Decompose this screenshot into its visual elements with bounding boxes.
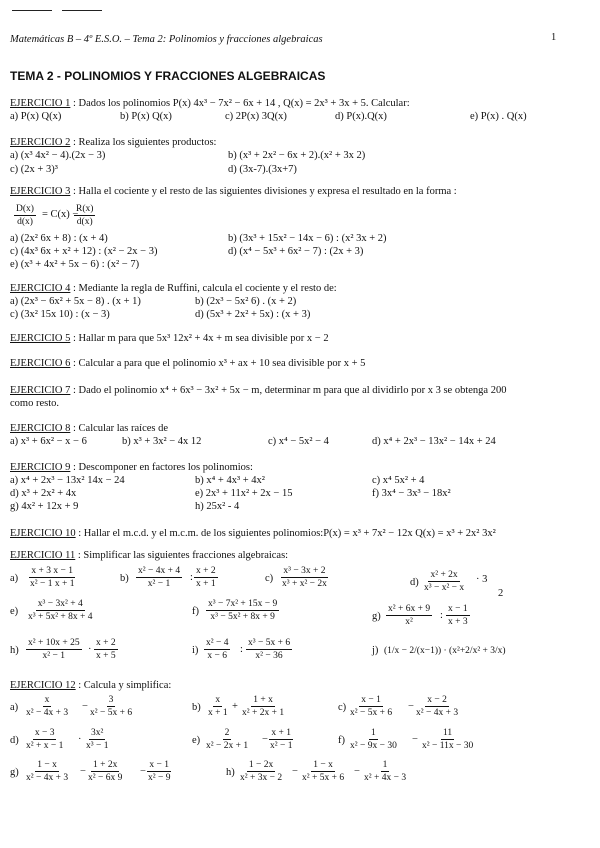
fraction-denominator: x − 6 <box>207 651 228 661</box>
fraction-numerator: 1 + x <box>253 695 273 705</box>
exercise-4-heading <box>10 283 337 295</box>
exercise-7 <box>10 385 506 397</box>
exercise-9-label: EJERCICIO 9 <box>10 462 71 473</box>
fraction-denominator: d(x) <box>17 217 33 227</box>
exercise-1-c: c) 2P(x) 3Q(x) <box>225 111 287 122</box>
fraction-numerator: x + 2 <box>196 566 216 576</box>
exercise-12-f-label: f) <box>338 735 345 746</box>
exercise-7-label: EJERCICIO 7 <box>10 385 71 396</box>
exercise-3-e: e) (x³ + 4x² + 5x − 6) : (x² − 7) <box>10 259 140 270</box>
fraction-denominator: x² − 6x 9 <box>88 773 123 783</box>
exercise-8-b: b) x³ + 3x² − 4x 12 <box>122 436 202 447</box>
top-rule-left <box>12 10 52 11</box>
fraction-denominator: x² − 5x + 6 <box>90 708 133 718</box>
exercise-12-f-fraction-2 <box>420 728 475 751</box>
exercise-2-d: d) (3x-7).(3x+7) <box>228 164 297 175</box>
exercise-12-g-fraction-3 <box>146 760 172 783</box>
exercise-12-b-label: b) <box>192 702 201 713</box>
running-header: Matemáticas B – 4º E.S.O. – Tema 2: Polinomios y fracciones algebraicas <box>10 34 323 45</box>
exercise-12-e-operator: − <box>262 734 268 745</box>
exercise-2-b: b) (x³ + 2x² − 6x + 2).(x² + 3x 2) <box>228 150 366 161</box>
exercise-1-b: b) P(x) Q(x) <box>120 111 172 122</box>
exercise-3-remainder-fraction <box>74 204 95 227</box>
fraction-numerator: x − 1 <box>361 695 381 705</box>
exercise-9-heading <box>10 462 253 474</box>
fraction-denominator: x² + 4x − 3 <box>364 773 407 783</box>
fraction-denominator: x + 3 <box>448 617 468 627</box>
exercise-12-h-fraction-3 <box>362 760 408 783</box>
fraction-denominator: x² + 5x + 6 <box>302 773 345 783</box>
fraction-denominator: x² + 3x − 2 <box>240 773 283 783</box>
exercise-11-b-fraction-1 <box>136 566 182 589</box>
exercise-2-a: a) (x³ 4x² − 4).(2x − 3) <box>10 150 106 161</box>
fraction-numerator: R(x) <box>76 204 94 214</box>
fraction-denominator: x² + x − 1 <box>26 741 64 751</box>
top-rule-right <box>62 10 102 11</box>
exercise-4-a: a) (2x³ − 6x² + 5x − 8) . (x + 1) <box>10 296 141 307</box>
fraction-numerator: 1 − x <box>37 760 57 770</box>
exercise-12-g-operator-2: − <box>140 766 146 777</box>
fraction-denominator: x³ − 1 <box>86 741 109 751</box>
fraction-numerator: x − 1 <box>149 760 170 770</box>
exercise-12-h-operator-1: − <box>292 766 298 777</box>
exercise-8-text: : Calcular las raíces de <box>73 423 169 434</box>
exercise-11-f-fraction <box>206 599 279 622</box>
exercise-11-h-operator: · <box>88 644 92 655</box>
fraction-numerator: 1 <box>371 728 376 738</box>
exercise-12-e-fraction-1 <box>204 728 250 751</box>
exercise-3-a: a) (2x² 6x + 8) : (x + 4) <box>10 233 108 244</box>
exercise-9-e: e) 2x³ + 11x² + 2x − 15 <box>195 488 293 499</box>
exercise-9-f: f) 3x⁴ − 3x³ − 18x² <box>372 488 451 499</box>
exercise-3-text: : Halla el cociente y el resto de las siguientes divisiones y expresa el resultado en la forma : <box>73 186 457 197</box>
exercise-12-a-fraction-2 <box>88 695 134 718</box>
exercise-9-a: a) x⁴ + 2x³ − 13x² 14x − 24 <box>10 475 125 486</box>
exercise-12-c-fraction-2 <box>414 695 460 718</box>
fraction-numerator: 1 − x <box>313 760 333 770</box>
fraction-denominator: x³ + x² − 2x <box>282 579 327 589</box>
exercise-10-text: : Hallar el m.c.d. y el m.c.m. de los siguientes polinomios:P(x) = x³ + 7x² − 12x Q(x) = x³ + 2x² 3x² <box>78 528 496 539</box>
exercise-2-label: EJERCICIO 2 <box>10 137 71 148</box>
exercise-12-h-operator-2: − <box>354 766 360 777</box>
exercise-12-c-label: c) <box>338 702 347 713</box>
exercise-11-i-label: i) <box>192 645 199 656</box>
exercise-3-dividend-fraction <box>14 204 36 227</box>
exercise-11-h-fraction-1 <box>26 638 82 661</box>
exercise-12-g-fraction-2 <box>86 760 124 783</box>
fraction-denominator: x + 1 <box>196 579 216 589</box>
exercise-12-h-label: h) <box>226 767 235 778</box>
exercise-8-d: d) x⁴ + 2x³ − 13x² − 14x + 24 <box>372 436 496 447</box>
fraction-numerator: 3 <box>108 695 114 705</box>
exercise-3-c: c) (4x³ 6x + x² + 12) : (x² − 2x − 3) <box>10 246 158 257</box>
fraction-denominator: x³ − x² − x <box>424 583 465 593</box>
exercise-2-heading <box>10 137 216 149</box>
fraction-numerator: x² + 6x + 9 <box>388 604 431 614</box>
fraction-numerator: x² + 10x + 25 <box>28 638 80 648</box>
fraction-denominator: x² − 11x − 30 <box>422 741 474 751</box>
fraction-numerator: x <box>44 695 50 705</box>
exercise-12-b-fraction-1 <box>206 695 230 718</box>
fraction-denominator: x² − 9 <box>148 773 171 783</box>
fraction-numerator: x + 1 <box>271 728 292 738</box>
exercise-12-a-operator: − <box>82 701 88 712</box>
exercise-12-f-fraction-1 <box>348 728 399 751</box>
fraction-numerator: x³ − 5x + 6 <box>248 638 291 648</box>
exercise-12-g-label: g) <box>10 767 19 778</box>
fraction-numerator: 1 − 2x <box>248 760 274 770</box>
exercise-11-b-operator: : <box>190 572 193 583</box>
fraction-denominator: x + 1 <box>208 708 228 718</box>
exercise-8-label: EJERCICIO 8 <box>10 423 71 434</box>
fraction-numerator: x³ − 7x² + 15x − 9 <box>208 599 278 609</box>
exercise-3-heading <box>10 186 457 198</box>
exercise-12-e-label: e) <box>192 735 201 746</box>
exercise-12-h-fraction-2 <box>300 760 346 783</box>
exercise-12-d-fraction-2 <box>84 728 110 751</box>
fraction-denominator: x³ + 5x² + 8x + 4 <box>28 612 93 622</box>
exercise-12-d-operator: · <box>78 734 82 745</box>
fraction-numerator: x − 2 <box>427 695 447 705</box>
exercise-11-heading <box>10 550 288 562</box>
exercise-8-c: c) x⁴ − 5x² − 4 <box>268 436 329 447</box>
exercise-2-text: : Realiza los siguientes productos: <box>73 137 217 148</box>
fraction-numerator: x² − 4 <box>206 638 229 648</box>
exercise-12-a-label: a) <box>10 702 19 713</box>
fraction-numerator: x² − 4x + 4 <box>138 566 181 576</box>
exercise-12-c-fraction-1 <box>348 695 394 718</box>
fraction-denominator: x² − 1 <box>147 579 171 589</box>
fraction-numerator: 11 <box>443 728 453 738</box>
fraction-denominator: x² − 1 x + 1 <box>30 579 75 589</box>
exercise-11-e-fraction <box>26 599 95 622</box>
fraction-denominator: x² − 1 <box>270 741 293 751</box>
fraction-numerator: x + 3 x − 1 <box>31 566 74 576</box>
fraction-numerator: x − 3 <box>34 728 55 738</box>
fraction-denominator: x + 5 <box>96 651 116 661</box>
exercise-12-f-operator: − <box>412 734 418 745</box>
exercise-12-c-operator: − <box>408 701 414 712</box>
exercise-6-text: : Calcular a para que el polinomio x³ + ax + 10 sea divisible por x + 5 <box>73 358 366 369</box>
exercise-11-label: EJERCICIO 11 <box>10 550 76 561</box>
exercise-9-g: g) 4x² + 12x + 9 <box>10 501 79 512</box>
fraction-denominator: x² − 9x − 30 <box>350 741 397 751</box>
exercise-4-d: d) (5x³ + 2x² + 5x) : (x + 3) <box>195 309 311 320</box>
exercise-11-d-fraction <box>422 570 466 593</box>
fraction-denominator: x² − 4x + 3 <box>26 773 69 783</box>
fraction-numerator: 2 <box>224 728 230 738</box>
exercise-12-heading <box>10 680 171 692</box>
exercise-12-e-fraction-2 <box>268 728 294 751</box>
exercise-9-c: c) x⁴ 5x² + 4 <box>372 475 425 486</box>
exercise-4-text: : Mediante la regla de Ruffini, calcula el cociente y el resto de: <box>73 283 337 294</box>
exercise-8-a: a) x³ + 6x² − x − 6 <box>10 436 87 447</box>
exercise-7-text: : Dado el polinomio x⁴ + 6x³ − 3x² + 5x − m, determinar m para que al dividirlo por x 3 se obtenga 200 <box>73 385 507 396</box>
fraction-denominator: x² <box>405 617 413 627</box>
exercise-4-c: c) (3x² 15x 10) : (x − 3) <box>10 309 110 320</box>
exercise-11-g-fraction-2 <box>446 604 470 627</box>
fraction-denominator: x² + 2x + 1 <box>242 708 285 718</box>
exercise-1-d: d) P(x).Q(x) <box>335 111 387 122</box>
exercise-2-c: c) (2x + 3)³ <box>10 164 58 175</box>
exercise-12-b-operator: + <box>232 701 238 712</box>
fraction-numerator: x² + 2x <box>430 570 458 580</box>
exercise-11-g-operator: : <box>440 610 443 621</box>
page-title: TEMA 2 - POLINOMIOS Y FRACCIONES ALGEBRAICAS <box>10 69 326 83</box>
page-number: 1 <box>551 32 557 43</box>
exercise-8-heading <box>10 423 168 435</box>
exercise-11-g-fraction-1 <box>386 604 432 627</box>
exercise-11-b-fraction-2 <box>194 566 218 589</box>
exercise-11-b-label: b) <box>120 573 129 584</box>
exercise-11-i-fraction-2 <box>246 638 292 661</box>
exercise-11-d-operator: · 3 <box>476 574 488 585</box>
exercise-6 <box>10 358 365 370</box>
exercise-11-i-operator: : <box>240 644 243 655</box>
fraction-denominator: x² − 36 <box>255 651 283 661</box>
exercise-11-i-fraction-1 <box>204 638 230 661</box>
exercise-12-d-label: d) <box>10 735 19 746</box>
exercise-11-e-label: e) <box>10 606 19 617</box>
fraction-denominator: x³ − 5x² + 8x + 9 <box>210 612 275 622</box>
exercise-9-h: h) 25x² - 4 <box>195 501 240 512</box>
exercise-1-heading <box>10 98 410 110</box>
exercise-11-j-label: j) <box>372 645 379 656</box>
exercise-11-a-label: a) <box>10 573 19 584</box>
exercise-11-h-fraction-2 <box>94 638 118 661</box>
exercise-5-text: : Hallar m para que 5x³ 12x² + 4x + m sea divisible por x − 2 <box>73 333 329 344</box>
fraction-numerator: x³ − 3x + 2 <box>283 566 326 576</box>
fraction-numerator: x − 1 <box>448 604 468 614</box>
exercise-12-g-fraction-1 <box>24 760 70 783</box>
fraction-numerator: x + 2 <box>96 638 116 648</box>
exercise-11-h-label: h) <box>10 645 19 656</box>
fraction-denominator: x² − 1 <box>42 651 66 661</box>
exercise-11-j-expression: (1/x − 2/(x−1)) · (x²+2/x² + 3/x) <box>384 646 506 656</box>
exercise-10-label: EJERCICIO 10 <box>10 528 76 539</box>
exercise-11-a-fraction <box>28 566 76 589</box>
fraction-denominator: x² − 4x + 3 <box>416 708 459 718</box>
exercise-5-label: EJERCICIO 5 <box>10 333 71 344</box>
exercise-9-b: b) x⁴ + 4x³ + 4x² <box>195 475 265 486</box>
exercise-3-label: EJERCICIO 3 <box>10 186 71 197</box>
exercise-12-text: : Calcula y simplifica: <box>78 680 172 691</box>
exercise-3-d: d) (x⁴ − 5x³ + 6x² − 7) : (2x + 3) <box>228 246 364 257</box>
exercise-7-continuation: como resto. <box>10 398 59 409</box>
fraction-denominator: d(x) <box>76 217 93 227</box>
exercise-11-d-tail: 2 <box>498 588 504 599</box>
exercise-12-a-fraction-1 <box>24 695 70 718</box>
fraction-numerator: 1 <box>382 760 388 770</box>
exercise-1-label: EJERCICIO 1 <box>10 98 71 109</box>
exercise-4-b: b) (2x³ − 5x² 6) . (x + 2) <box>195 296 297 307</box>
exercise-1-a: a) P(x) Q(x) <box>10 111 62 122</box>
fraction-numerator: 1 + 2x <box>92 760 118 770</box>
fraction-denominator: x² − 5x + 6 <box>350 708 393 718</box>
exercise-12-b-fraction-2 <box>240 695 286 718</box>
fraction-numerator: x <box>215 695 221 705</box>
exercise-11-c-fraction <box>280 566 329 589</box>
fraction-numerator: D(x) <box>16 204 34 214</box>
exercise-12-d-fraction-1 <box>24 728 65 751</box>
exercise-6-label: EJERCICIO 6 <box>10 358 71 369</box>
fraction-numerator: 3x² <box>91 728 104 738</box>
exercise-5 <box>10 333 329 345</box>
exercise-9-text: : Descomponer en factores los polinomios: <box>73 462 253 473</box>
exercise-11-c-label: c) <box>265 573 274 584</box>
exercise-12-h-fraction-1 <box>238 760 284 783</box>
exercise-11-text: : Simplificar las siguientes fracciones algebraicas: <box>77 550 289 561</box>
exercise-1-e: e) P(x) . Q(x) <box>470 111 527 122</box>
exercise-11-d-label: d) <box>410 577 419 588</box>
fraction-denominator: x² − 2x + 1 <box>206 741 249 751</box>
exercise-1-text: : Dados los polinomios P(x) 4x³ − 7x² − 6x + 14 , Q(x) = 2x³ + 3x + 5. Calcular: <box>73 98 410 109</box>
fraction-denominator: x² − 4x + 3 <box>26 708 69 718</box>
exercise-3-b: b) (3x³ + 15x² − 14x − 6) : (x² 3x + 2) <box>228 233 387 244</box>
exercise-9-d: d) x³ + 2x² + 4x <box>10 488 77 499</box>
exercise-10 <box>10 528 496 540</box>
exercise-3-form-middle: = C(x) − <box>42 209 79 220</box>
exercise-12-g-operator-1: − <box>80 766 86 777</box>
exercise-11-g-label: g) <box>372 611 381 622</box>
exercise-11-f-label: f) <box>192 606 199 617</box>
exercise-12-label: EJERCICIO 12 <box>10 680 76 691</box>
fraction-numerator: x³ − 3x² + 4 <box>37 599 83 609</box>
exercise-4-label: EJERCICIO 4 <box>10 283 71 294</box>
